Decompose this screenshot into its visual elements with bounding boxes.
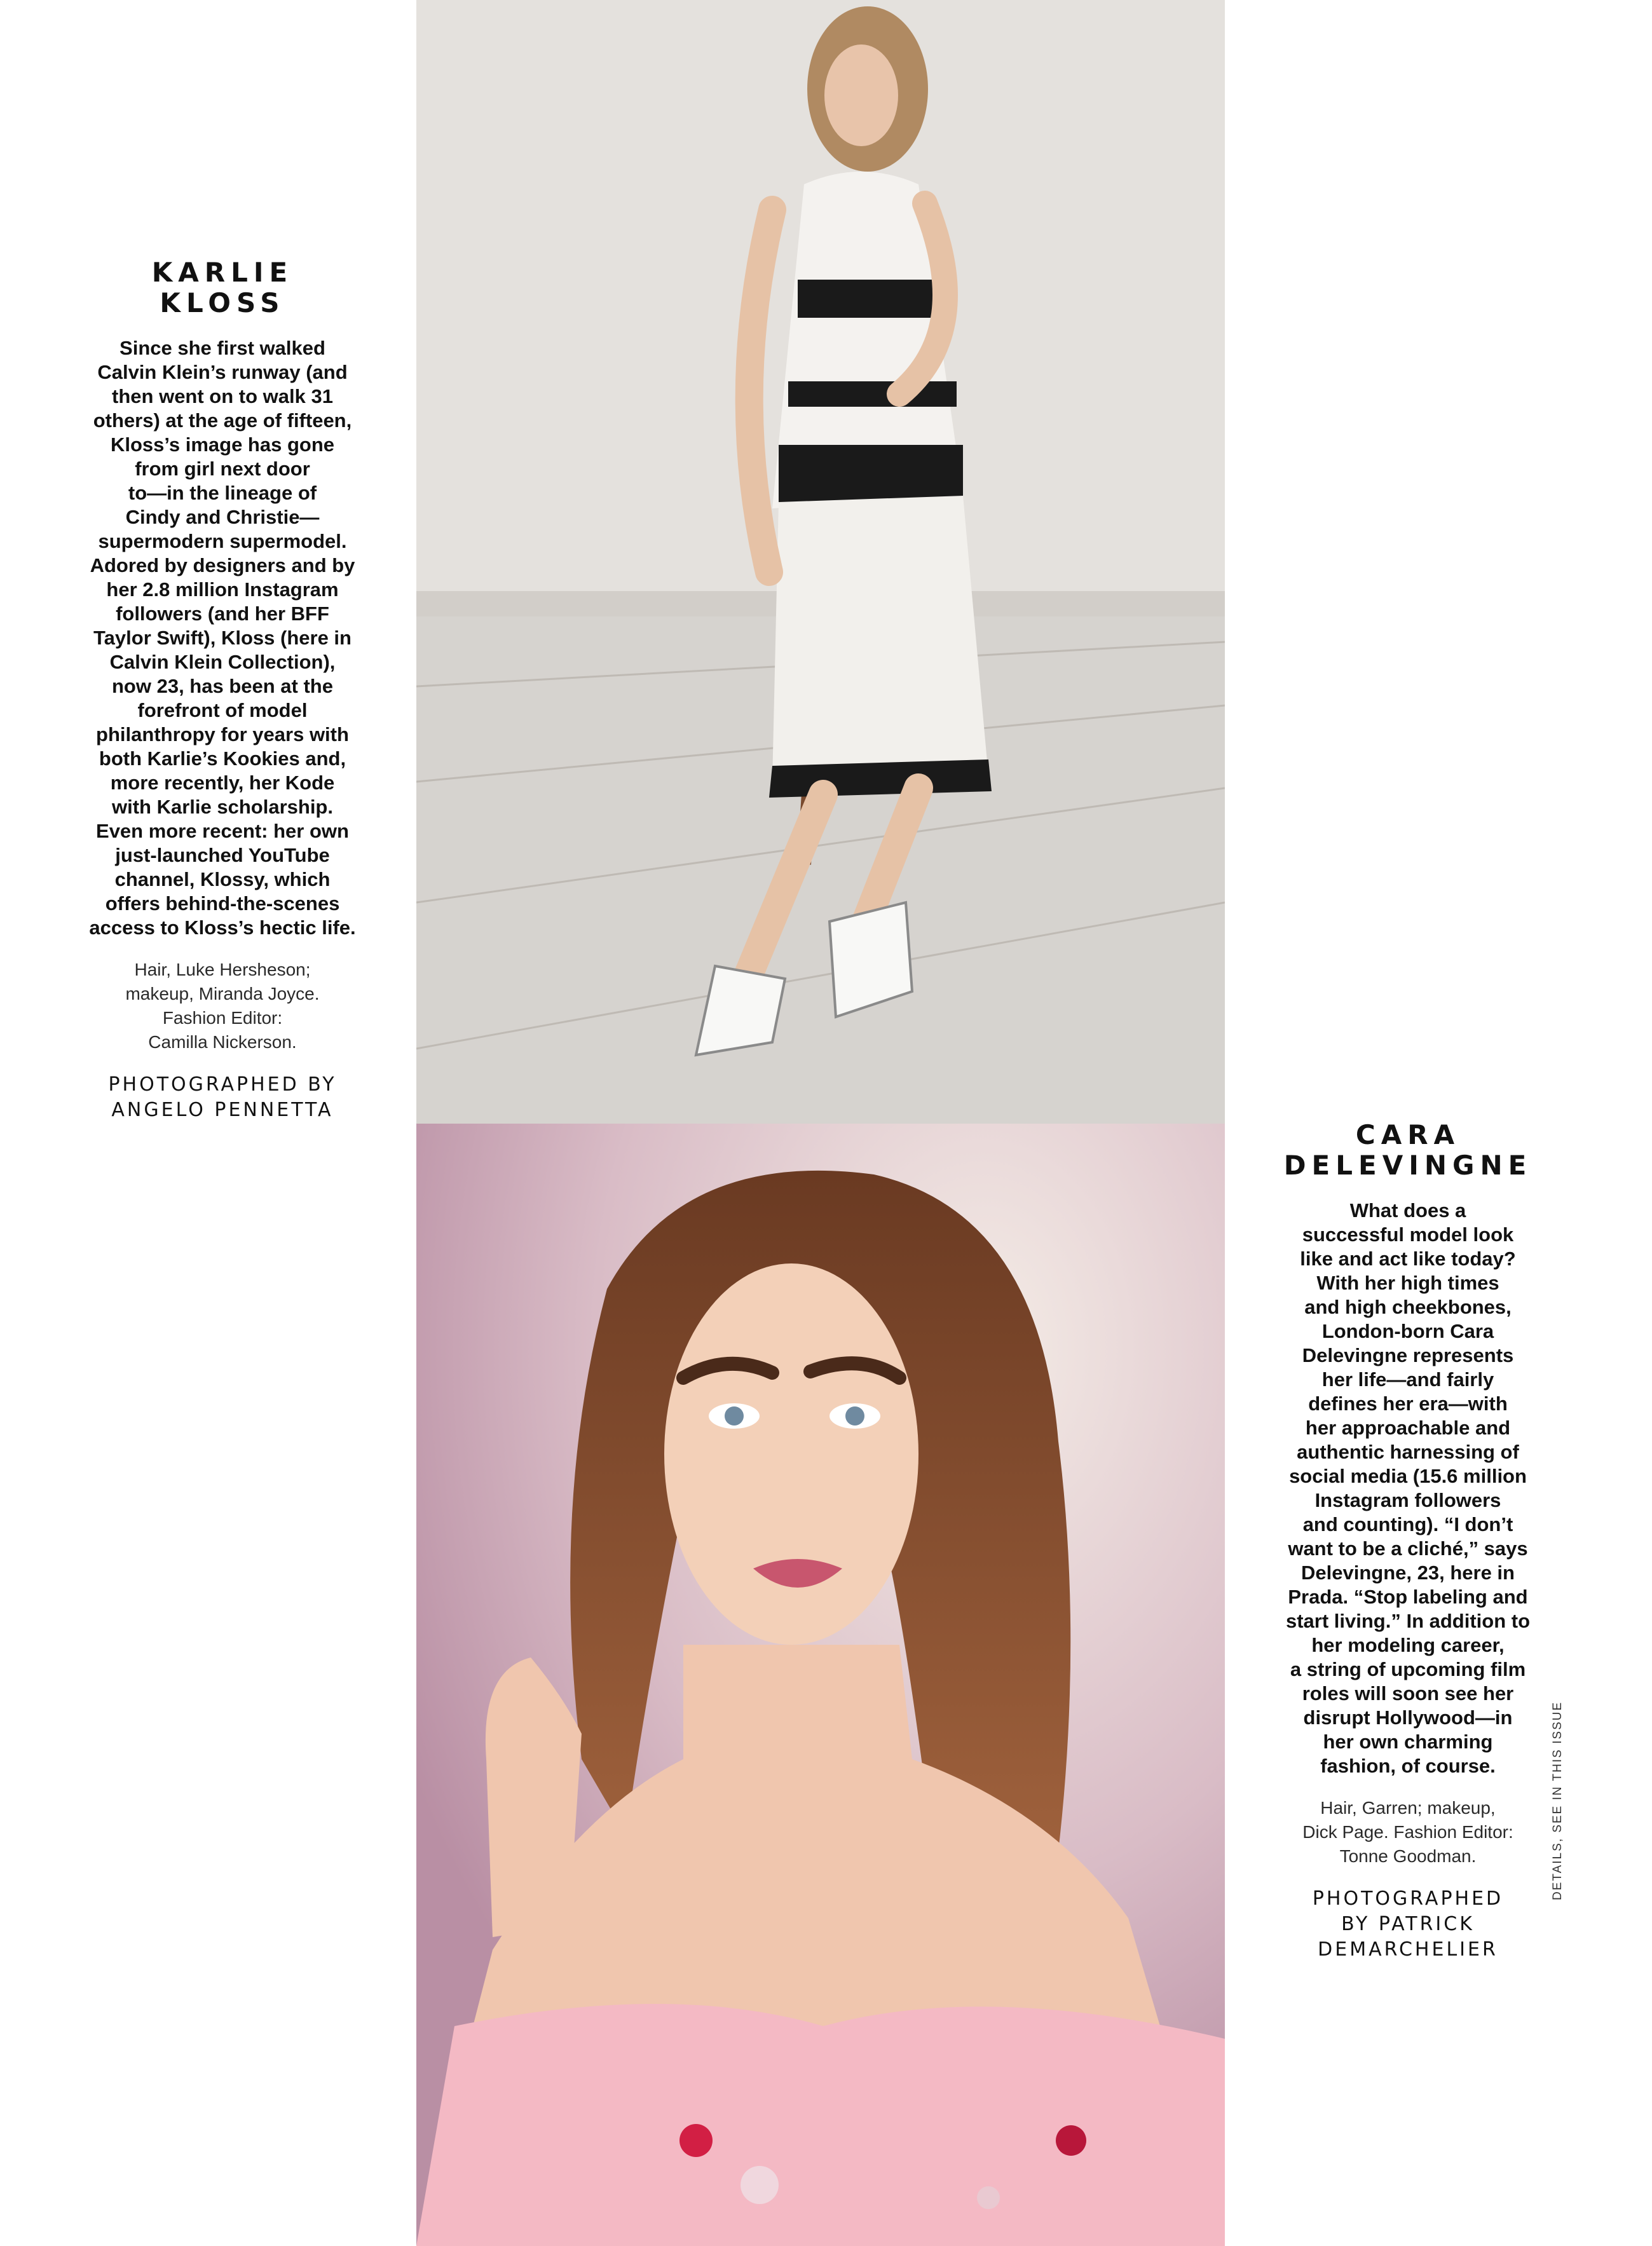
details-side-note: DETAILS, SEE IN THIS ISSUE bbox=[1551, 1701, 1564, 1900]
cara-body-line: With her high times bbox=[1316, 1272, 1499, 1294]
pink-top bbox=[416, 2004, 1225, 2246]
right-iris bbox=[845, 1406, 864, 1426]
cara-body-line: a string of upcoming film bbox=[1290, 1658, 1526, 1680]
cara-body-line: roles will soon see her bbox=[1302, 1682, 1514, 1705]
karlie-body-line: channel, Klossy, which bbox=[114, 868, 331, 890]
karlie-kloss-column bbox=[76, 257, 369, 1123]
karlie-kloss-illustration bbox=[416, 0, 1225, 1124]
cara-delevingne-name bbox=[1262, 1120, 1554, 1181]
cara-body-line: Prada. “Stop labeling and bbox=[1288, 1586, 1528, 1608]
cara-body-line: and counting). “I don’t bbox=[1302, 1513, 1513, 1535]
cara-delevingne-credits bbox=[1262, 1796, 1554, 1868]
cara-body-line: want to be a cliché,” says bbox=[1288, 1537, 1528, 1560]
karlie-body-line: Calvin Klein Collection), bbox=[109, 651, 336, 673]
cara-body-line: start living.” In addition to bbox=[1285, 1610, 1531, 1632]
karlie-body-line: Since she first walked bbox=[119, 337, 325, 359]
cara-body-line: her own charming bbox=[1323, 1731, 1493, 1753]
cara-body-line: social media (15.6 million bbox=[1289, 1465, 1527, 1487]
karlie-kloss-photographer bbox=[76, 1072, 369, 1123]
cara-photographer-line: DEMARCHELIER bbox=[1318, 1938, 1498, 1961]
cara-name-line-2: DELEVINGNE bbox=[1283, 1150, 1533, 1181]
cara-delevingne-body bbox=[1262, 1199, 1554, 1778]
cara-delevingne-photo bbox=[416, 1124, 1225, 2246]
karlie-body-line: others) at the age of fifteen, bbox=[93, 409, 352, 432]
karlie-name-line-2: KLOSS bbox=[160, 287, 285, 318]
stripe-2 bbox=[788, 381, 957, 407]
white-skirt bbox=[772, 496, 988, 782]
karlie-body-line: now 23, has been at the bbox=[112, 675, 333, 697]
cara-body-line: her approachable and bbox=[1305, 1417, 1511, 1439]
karlie-body-line: forefront of model bbox=[137, 699, 308, 721]
karlie-credit-line: makeup, Miranda Joyce. bbox=[125, 984, 320, 1004]
karlie-body-line: Kloss’s image has gone bbox=[110, 433, 335, 456]
karlie-body-line: then went on to walk 31 bbox=[112, 385, 333, 407]
karlie-credit-line: Camilla Nickerson. bbox=[148, 1032, 297, 1052]
karlie-body-line: Adored by designers and by bbox=[90, 554, 355, 576]
karlie-body-line: supermodern supermodel. bbox=[98, 530, 347, 552]
cara-body-line: authentic harnessing of bbox=[1297, 1441, 1519, 1463]
karlie-photographer-line: PHOTOGRAPHED BY bbox=[108, 1073, 337, 1096]
karlie-kloss-photo bbox=[416, 0, 1225, 1124]
cara-body-line: disrupt Hollywood—in bbox=[1303, 1706, 1513, 1729]
cara-body-line: successful model look bbox=[1302, 1223, 1514, 1246]
karlie-body-line: with Karlie scholarship. bbox=[112, 796, 333, 818]
karlie-body-line: Cindy and Christie— bbox=[125, 506, 320, 528]
stripe-3 bbox=[779, 445, 963, 502]
karlie-body-line: followers (and her BFF bbox=[116, 602, 329, 625]
cara-body-line: fashion, of course. bbox=[1320, 1755, 1496, 1777]
karlie-body-line: her 2.8 million Instagram bbox=[106, 578, 339, 601]
cara-body-line: defines her era—with bbox=[1308, 1392, 1508, 1415]
karlie-body-line: Calvin Klein’s runway (and bbox=[97, 361, 348, 383]
cara-body-line: Delevingne represents bbox=[1302, 1344, 1514, 1366]
cara-body-line: Delevingne, 23, here in bbox=[1301, 1562, 1515, 1584]
karlie-body-line: offers behind-the-scenes bbox=[105, 892, 340, 915]
face bbox=[824, 44, 898, 146]
cara-photographer-line: PHOTOGRAPHED bbox=[1312, 1888, 1504, 1910]
left-iris bbox=[725, 1406, 744, 1426]
karlie-kloss-body bbox=[76, 336, 369, 940]
cara-body-line: her life—and fairly bbox=[1321, 1368, 1494, 1391]
cara-delevingne-photographer bbox=[1262, 1886, 1554, 1963]
cara-photographer-line: BY PATRICK bbox=[1341, 1913, 1475, 1935]
karlie-body-line: to—in the lineage of bbox=[128, 482, 317, 504]
karlie-credit-line: Hair, Luke Hersheson; bbox=[134, 960, 311, 979]
karlie-body-line: access to Kloss’s hectic life. bbox=[89, 916, 356, 939]
karlie-credit-line: Fashion Editor: bbox=[162, 1008, 283, 1028]
cara-body-line: and high cheekbones, bbox=[1304, 1296, 1512, 1318]
cara-body-line: London-born Cara bbox=[1321, 1320, 1494, 1342]
karlie-body-line: Even more recent: her own bbox=[96, 820, 349, 842]
cara-body-line: Instagram followers bbox=[1314, 1489, 1501, 1511]
skirt-hem-stripe bbox=[769, 759, 992, 798]
karlie-body-line: from girl next door bbox=[135, 458, 310, 480]
cara-delevingne-column bbox=[1262, 1120, 1554, 1963]
cara-body-line: her modeling career, bbox=[1311, 1634, 1505, 1656]
face bbox=[664, 1263, 918, 1645]
karlie-body-line: just-launched YouTube bbox=[115, 844, 330, 866]
cara-credit-line: Tonne Goodman. bbox=[1339, 1846, 1477, 1866]
cara-body-line: What does a bbox=[1349, 1199, 1466, 1222]
karlie-kloss-credits bbox=[76, 958, 369, 1054]
karlie-body-line: more recently, her Kode bbox=[110, 772, 335, 794]
cara-name-line-1: CARA bbox=[1355, 1119, 1461, 1150]
cara-credit-line: Hair, Garren; makeup, bbox=[1320, 1798, 1496, 1818]
karlie-kloss-name bbox=[76, 257, 369, 318]
cara-delevingne-illustration bbox=[416, 1124, 1225, 2246]
karlie-name-line-1: KARLIE bbox=[151, 257, 294, 288]
cara-body-line: like and act like today? bbox=[1300, 1248, 1516, 1270]
karlie-body-line: philanthropy for years with bbox=[96, 723, 349, 745]
karlie-body-line: Taylor Swift), Kloss (here in bbox=[93, 627, 352, 649]
cara-credit-line: Dick Page. Fashion Editor: bbox=[1302, 1822, 1513, 1842]
stripe-1 bbox=[798, 280, 950, 318]
karlie-body-line: both Karlie’s Kookies and, bbox=[99, 747, 346, 770]
karlie-photographer-line: ANGELO PENNETTA bbox=[111, 1099, 334, 1121]
